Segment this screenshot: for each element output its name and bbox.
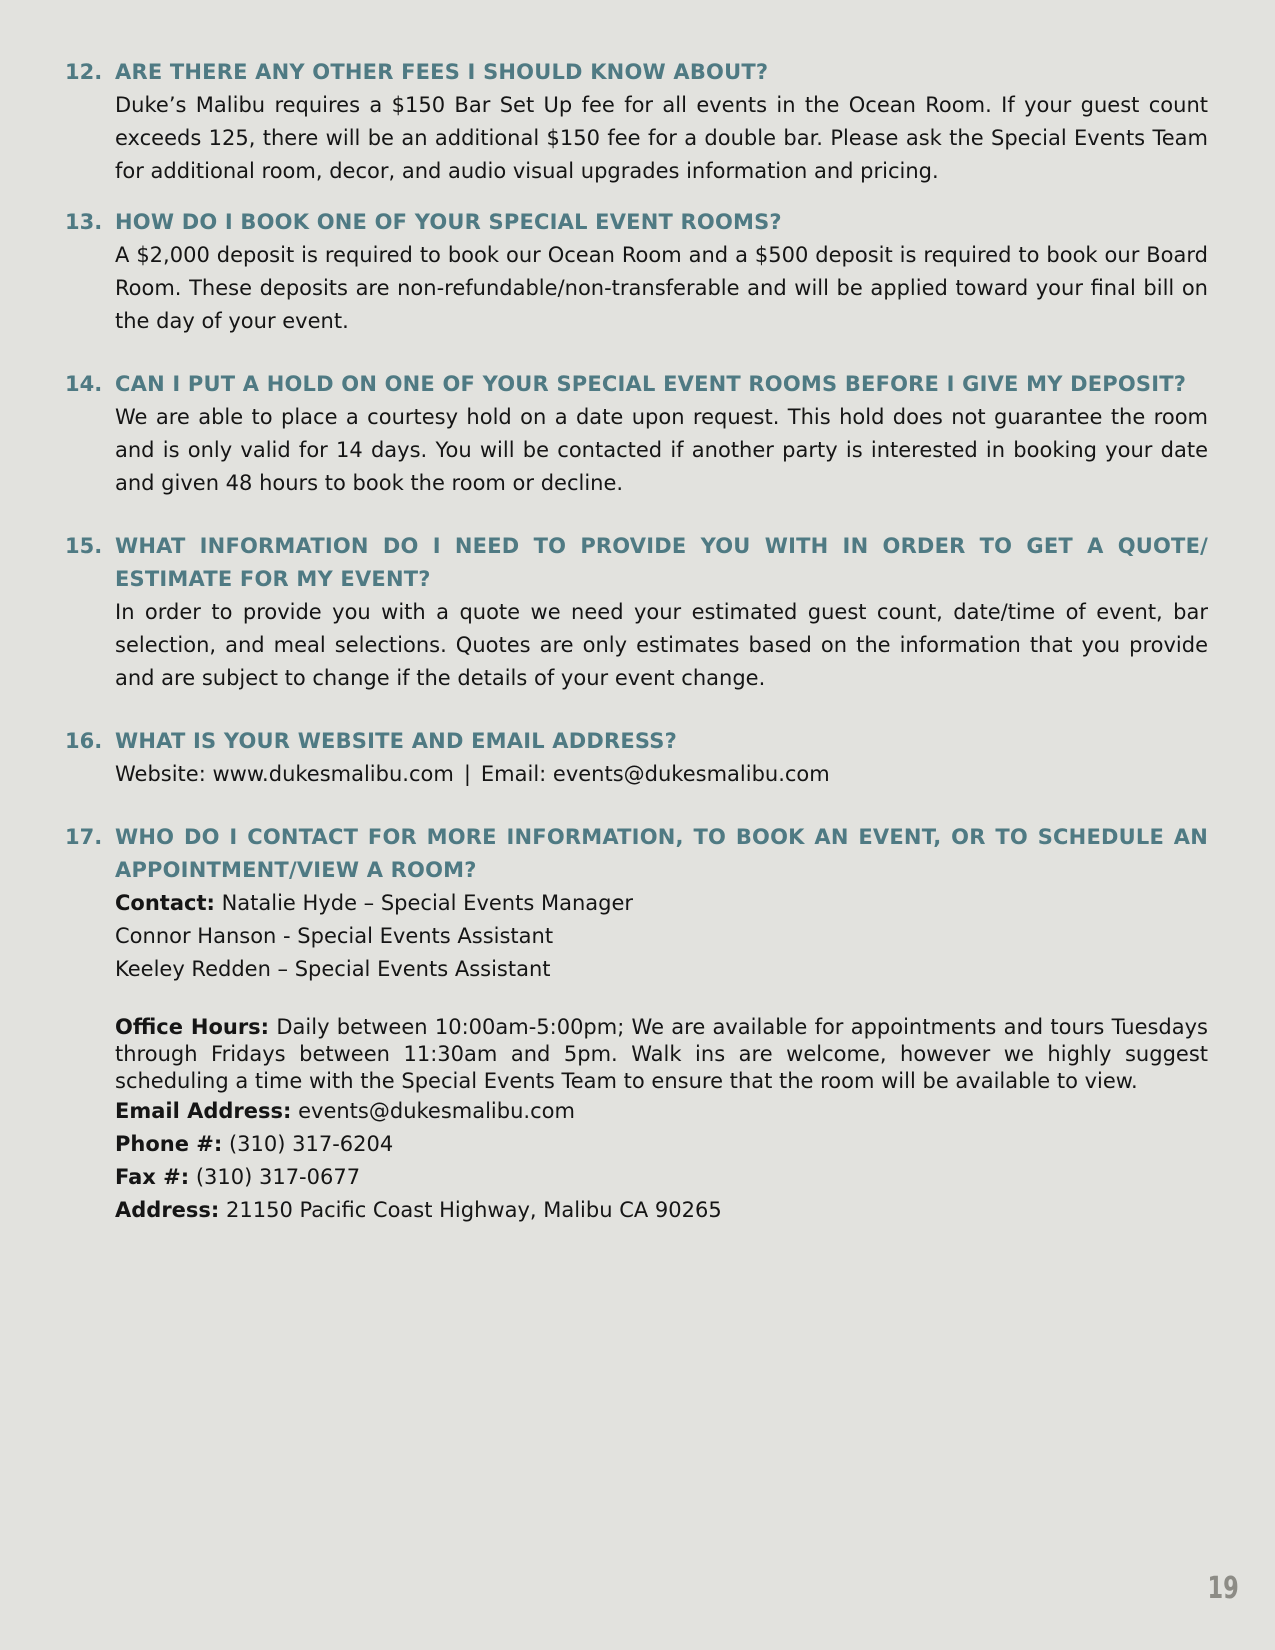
office-hours [115, 1014, 1208, 1095]
faq-answer: Duke’s Malibu requires a $150 Bar Set Up fee for all events in the Ocean Room. If your guest count exceeds 125, there will be an additional $150 fee for a double bar. Please ask the Special Events Team for additional room, decor, and audio visual upgrades information and pricing. [115, 93, 1208, 183]
contact-name: Connor Hanson - Special Events Assistant [115, 924, 554, 948]
website-text[interactable]: Website: www.dukesmalibu.com [115, 762, 454, 786]
website-email-line [115, 758, 1208, 791]
faq-answer: In order to provide you with a quote we need your estimated guest count, date/time of event, bar selection, and meal selections. Quotes are only estimates based on the information that you provide and are subject to change if the details of your event change. [115, 600, 1208, 690]
faq-answer: A $2,000 deposit is required to book our Ocean Room and a $500 deposit is required to book our Board Room. These deposits are non-refundable/non-transferable and will be applied toward your final bill on the day of your event. [115, 243, 1208, 333]
contact-label: Contact: [115, 891, 215, 915]
faq-item-13 [65, 206, 1208, 338]
faq-item-15 [65, 530, 1208, 695]
faq-answer: We are able to place a courtesy hold on a date upon request. This hold does not guarantee the room and is only valid for 14 days. You will be contacted if another party is interested in booking your date and given 48 hours to book the room or decline. [115, 405, 1208, 495]
faq-number: 14. [65, 372, 103, 396]
email-address-line [115, 1095, 1208, 1128]
fax-value: (310) 317-0677 [195, 1165, 361, 1189]
address-line [115, 1194, 1208, 1227]
separator: | [463, 762, 471, 786]
faq-question: CAN I PUT A HOLD ON ONE OF YOUR SPECIAL EVENT ROOMS BEFORE I GIVE MY DEPOSIT? [115, 372, 1187, 396]
office-hours-label: Office Hours: [115, 1015, 270, 1039]
faq-question: HOW DO I BOOK ONE OF YOUR SPECIAL EVENT ROOMS? [115, 210, 782, 234]
fax-label: Fax #: [115, 1165, 190, 1189]
contact-line [115, 887, 1208, 920]
email-text[interactable]: Email: events@dukesmalibu.com [480, 762, 830, 786]
faq-number: 15. [65, 534, 103, 558]
faq-question: WHAT INFORMATION DO I NEED TO PROVIDE YOU WITH IN ORDER TO GET A QUOTE/ ESTIMATE FOR MY EVENT? [115, 534, 1208, 591]
faq-number: 13. [65, 210, 103, 234]
page-number: 19 [1207, 1571, 1239, 1606]
faq-number: 12. [65, 60, 103, 84]
faq-number: 17. [65, 825, 103, 849]
faq-question: WHO DO I CONTACT FOR MORE INFORMATION, TO BOOK AN EVENT, OR TO SCHEDULE AN APPOINTMENT/VIEW A ROOM? [115, 825, 1208, 882]
contact-name: Keeley Redden – Special Events Assistant [115, 957, 551, 981]
faq-question: WHAT IS YOUR WEBSITE AND EMAIL ADDRESS? [115, 729, 678, 753]
office-hours-text: Daily between 10:00am-5:00pm; We are available for appointments and tours Tuesdays through Fridays between 11:30am and 5pm. Walk ins are welcome, however we highly suggest scheduling a time with the Special Events Team to ensure that the room will be available to view. [115, 1015, 1208, 1093]
faq-item-12 [65, 56, 1208, 188]
email-address-label: Email Address: [115, 1099, 292, 1123]
email-address-value[interactable]: events@dukesmalibu.com [298, 1099, 575, 1123]
faq-item-16 [65, 725, 1208, 791]
phone-line [115, 1128, 1208, 1161]
phone-label: Phone #: [115, 1132, 223, 1156]
faq-number: 16. [65, 729, 103, 753]
address-value: 21150 Pacific Coast Highway, Malibu CA 90265 [226, 1198, 722, 1222]
fax-line [115, 1161, 1208, 1194]
address-label: Address: [115, 1198, 220, 1222]
contact-name: Natalie Hyde – Special Events Manager [221, 891, 634, 915]
faq-content [65, 56, 1208, 1227]
faq-item-14 [65, 368, 1208, 500]
phone-value: (310) 317-6204 [228, 1132, 394, 1156]
faq-item-17 [65, 821, 1208, 1227]
faq-question: ARE THERE ANY OTHER FEES I SHOULD KNOW ABOUT? [115, 60, 769, 84]
